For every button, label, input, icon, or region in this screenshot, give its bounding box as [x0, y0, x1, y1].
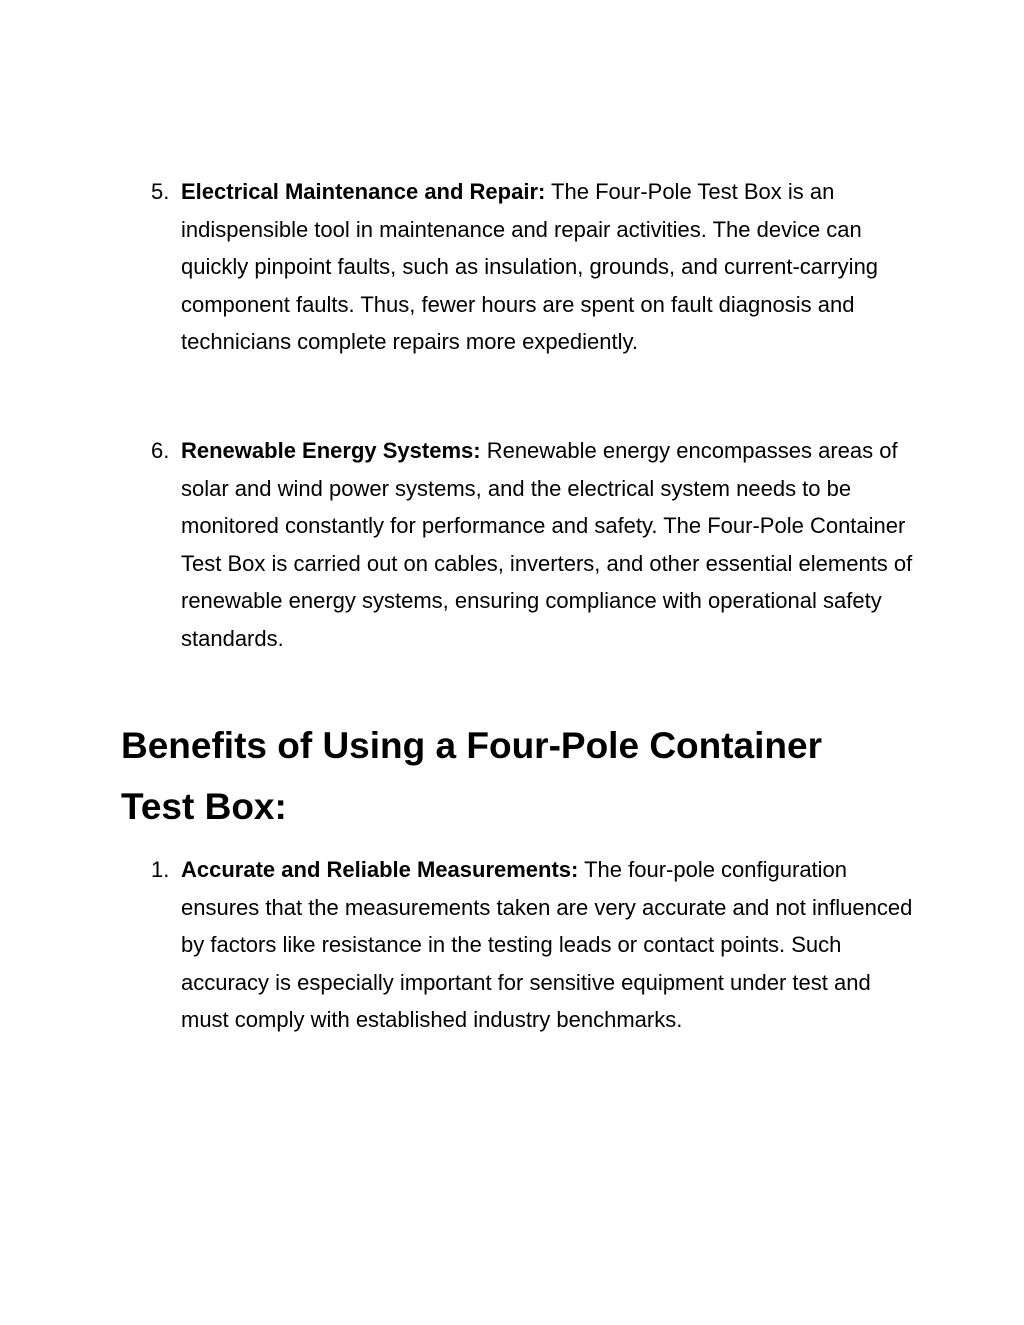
section-heading: Benefits of Using a Four-Pole Container Test Box: [121, 725, 822, 827]
list-item-title: Electrical Maintenance and Repair: [181, 179, 546, 204]
list-item-body: Renewable energy encompasses areas of solar and wind power systems, and the electrical system needs to be monitored constantly for performance and safety. The Four-Pole Container Test Box is carried out on cables, inverters, and other essential elements of renewable energy systems, ensuring compliance with operational safety standards. [181, 438, 913, 651]
list-item-electrical-maintenance [121, 173, 921, 361]
list-item-title: Renewable Energy Systems: [181, 438, 481, 463]
list-item-body: The Four-Pole Test Box is an indispensible tool in maintenance and repair activities. The device can quickly pinpoint faults, such as insulation, grounds, and current-carrying component faults. Thus, fewer hours are spent on fault diagnosis and technicians complete repairs more expediently. [181, 179, 879, 354]
list-item-renewable-energy [121, 432, 921, 657]
list-number: 6. [151, 438, 170, 463]
list-item-body: The four-pole configuration ensures that the measurements taken are very accurate and not influenced by factors like resistance in the testing leads or contact points. Such accuracy is especially important for sensitive equipment under test and must comply with established industry benchmarks. [181, 857, 913, 1032]
list-number: 1. [151, 857, 170, 882]
list-item-accurate-measurements [121, 851, 921, 1039]
list-item [121, 851, 921, 1039]
list-item [121, 432, 921, 657]
list-number: 5. [151, 179, 170, 204]
list-item [121, 173, 921, 361]
list-item-title: Accurate and Reliable Measurements: [181, 857, 579, 882]
